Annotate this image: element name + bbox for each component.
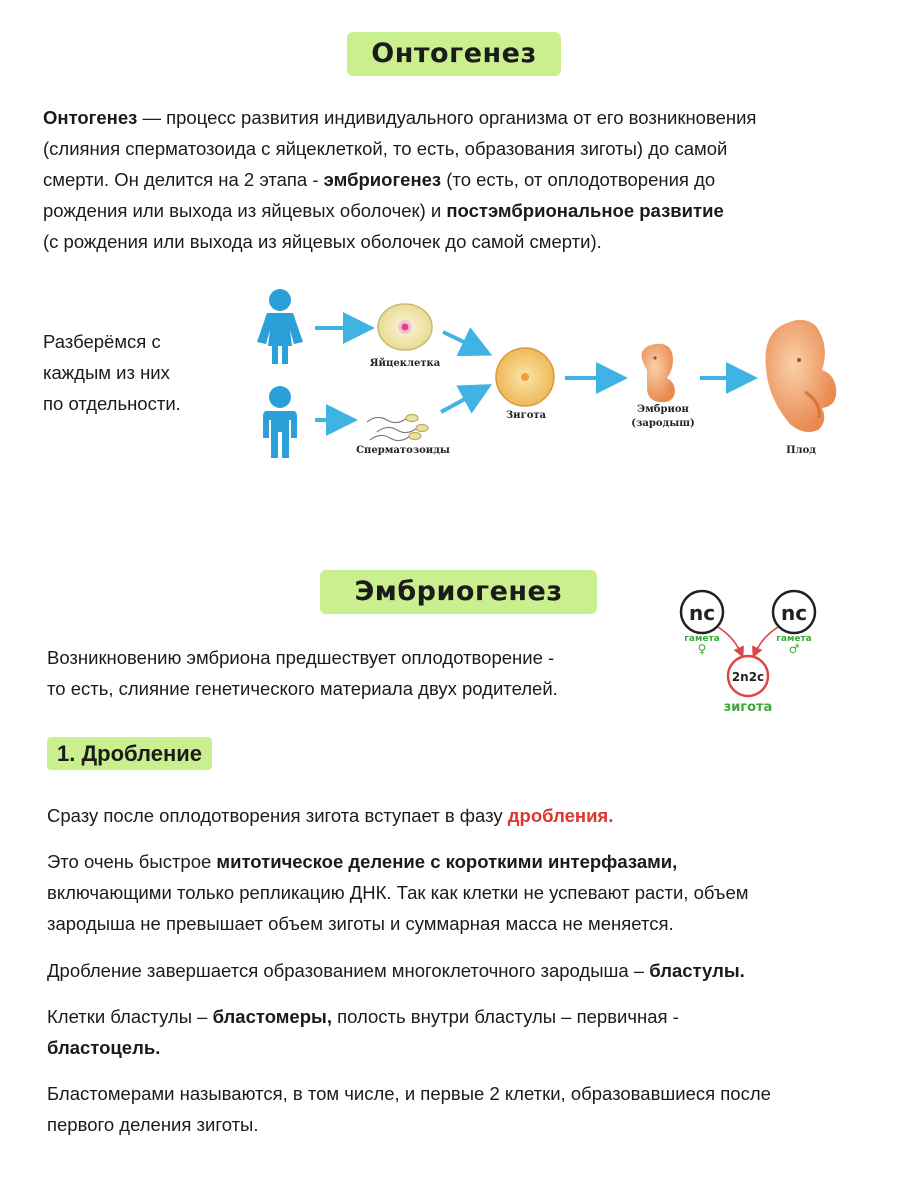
- zygote-icon: [496, 348, 554, 406]
- embryo-label: Эмбрион: [637, 404, 689, 415]
- zygote-formula: 2n2c: [731, 670, 765, 684]
- intro-text: (то есть, от оплодотворения до: [441, 169, 716, 190]
- intro-text: рождения или выхода из яйцевых оболочек) и: [43, 200, 447, 221]
- intro-text: (с рождения или выхода из яйцевых оболочек до самой смерти).: [43, 231, 602, 252]
- paragraph-text: Клетки бластулы –: [47, 1006, 213, 1027]
- side-note-line: Разберёмся с: [43, 331, 161, 352]
- intro-text: (слияния сперматозоида с яйцеклеткой, то есть, образования зиготы) до самой: [43, 138, 728, 159]
- cleavage-paragraph-4: [47, 1001, 877, 1063]
- gamete-right: [773, 591, 815, 656]
- term-postembryonic: постэмбриональное развитие: [446, 200, 724, 221]
- paragraph-text: зародыша не превышает объем зиготы и суммарная масса не меняется.: [47, 913, 674, 934]
- zygote-label: Зигота: [505, 410, 547, 421]
- zygote-circle: [728, 656, 768, 696]
- embryo-label-sub: (зародыш): [631, 418, 695, 429]
- intro-text: — процесс развития индивидуального организма от его возникновения: [137, 107, 757, 128]
- section-title-embryogenesis: Эмбриогенез: [320, 570, 597, 614]
- page-title: Онтогенез: [347, 32, 561, 76]
- egg-cell-icon: [378, 304, 432, 350]
- arrow-icon: [441, 388, 485, 412]
- term-blastomeres: бластомеры,: [212, 1006, 332, 1027]
- fetus-icon: [766, 320, 837, 432]
- gamete-left-label: гамета: [684, 634, 720, 644]
- fertilization-line: то есть, слияние генетического материала двух родителей.: [47, 678, 558, 699]
- term-blastocoel: бластоцель.: [47, 1037, 161, 1058]
- arrow-icon: [754, 627, 778, 655]
- intro-text: смерти. Он делится на 2 этапа -: [43, 169, 324, 190]
- embryo-icon: [642, 344, 675, 402]
- term-mitotic-division: митотическое деление с короткими интерфазами,: [216, 851, 678, 872]
- sperm-cells-icon: [367, 415, 428, 441]
- male-symbol-icon: ♂: [788, 642, 800, 656]
- sperm-label: Сперматозоиды: [356, 445, 450, 456]
- development-diagram: [245, 280, 845, 480]
- fertilization-line: Возникновению эмбриона предшествует оплодотворение -: [47, 647, 555, 668]
- side-note: [43, 326, 243, 419]
- term-embryogenesis: эмбриогенез: [323, 169, 442, 190]
- paragraph-text: полость внутри бластулы – первичная -: [331, 1006, 679, 1027]
- fertilization-paragraph: [47, 642, 647, 704]
- egg-label: Яйцеклетка: [369, 358, 441, 369]
- paragraph-text: включающими только репликацию ДНК. Так как клетки не успевают расти, объем: [47, 882, 749, 903]
- cleavage-paragraph-3: [47, 955, 877, 986]
- fetus-label: Плод: [786, 445, 816, 456]
- arrow-icon: [443, 332, 485, 352]
- term-cleavage: дробления.: [507, 805, 614, 826]
- side-note-line: по отдельности.: [43, 393, 181, 414]
- gamete-right-formula: nc: [780, 601, 808, 625]
- paragraph-text: первого деления зиготы.: [47, 1114, 259, 1135]
- term-ontogenesis: Онтогенез: [43, 107, 138, 128]
- female-figure-icon: [257, 289, 303, 364]
- term-blastula: бластулы.: [649, 960, 745, 981]
- arrow-icon: [718, 627, 742, 655]
- cleavage-paragraph-1: [47, 800, 877, 831]
- side-note-line: каждым из них: [43, 362, 170, 383]
- paragraph-text: Дробление завершается образованием многоклеточного зародыша –: [47, 960, 650, 981]
- section-title-cleavage: 1. Дробление: [47, 737, 212, 770]
- gamete-right-label: гамета: [776, 634, 812, 644]
- gamete-left-formula: nc: [688, 601, 716, 625]
- gamete-left: [681, 591, 723, 656]
- cleavage-paragraph-2: [47, 846, 877, 939]
- zygote-formation-diagram: [670, 585, 830, 720]
- female-symbol-icon: ♀: [697, 642, 707, 656]
- zygote-diagram-label: зигота: [723, 700, 773, 715]
- cleavage-paragraph-5: [47, 1078, 877, 1140]
- intro-paragraph: [43, 102, 873, 257]
- male-figure-icon: [263, 386, 297, 458]
- paragraph-text: Бластомерами называются, в том числе, и первые 2 клетки, образовавшиеся после: [47, 1083, 771, 1104]
- paragraph-text: Сразу после оплодотворения зигота вступает в фазу: [47, 805, 508, 826]
- paragraph-text: Это очень быстрое: [47, 851, 217, 872]
